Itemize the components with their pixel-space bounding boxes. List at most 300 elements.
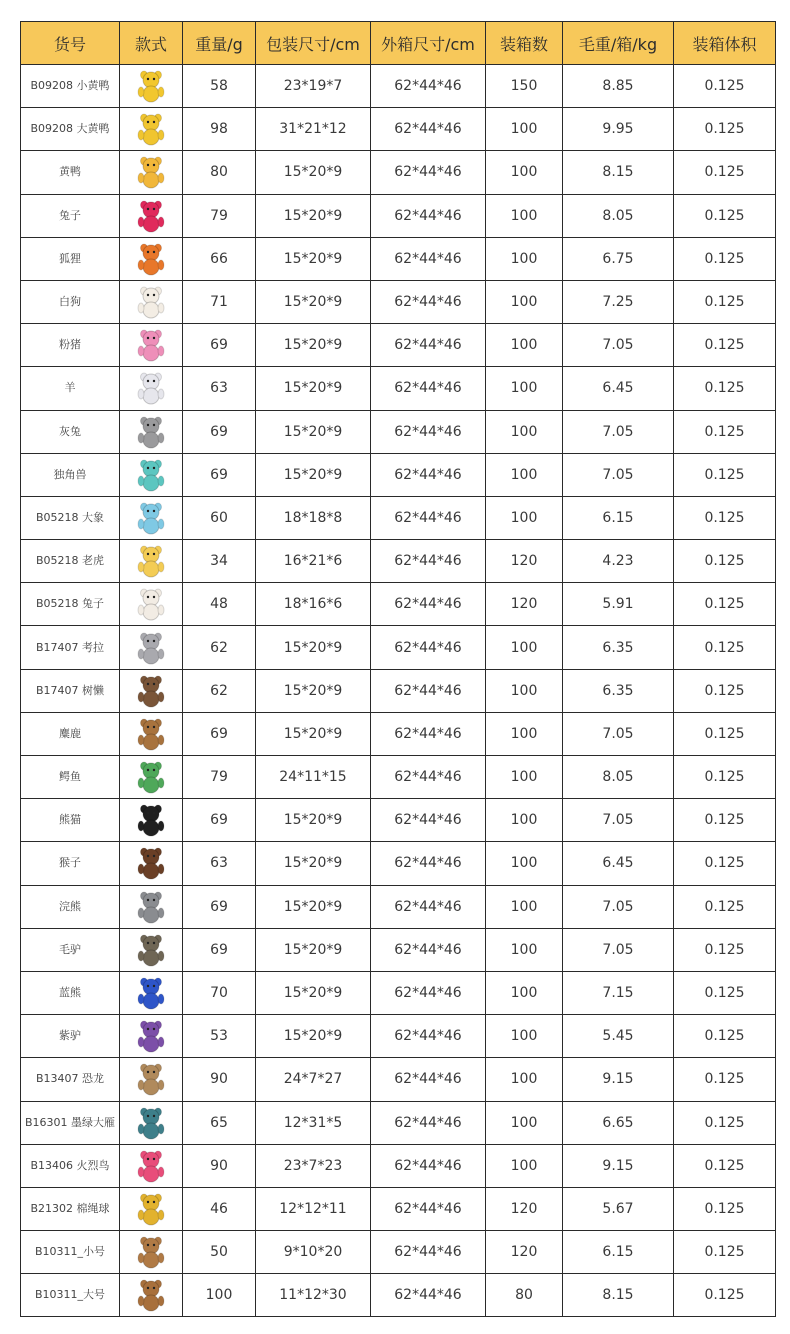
- quantity-value: 120: [486, 540, 563, 583]
- volume-value: 0.125: [674, 1187, 776, 1230]
- gross-weight-value: 6.15: [563, 496, 674, 539]
- package-size-value: 23*19*7: [256, 65, 371, 108]
- carton-size-value: 62*44*46: [371, 237, 486, 280]
- item-code: 熊猫: [21, 799, 120, 842]
- weight-value: 58: [183, 65, 256, 108]
- grey-rabbit-toy: [134, 414, 168, 450]
- weight-value: 62: [183, 626, 256, 669]
- quantity-value: 100: [486, 712, 563, 755]
- quantity-value: 100: [486, 237, 563, 280]
- header-volume: 装箱体积: [674, 22, 776, 65]
- quantity-value: 100: [486, 194, 563, 237]
- weight-value: 69: [183, 324, 256, 367]
- quantity-value: 100: [486, 626, 563, 669]
- quantity-value: 100: [486, 971, 563, 1014]
- carton-size-value: 62*44*46: [371, 1187, 486, 1230]
- item-code: B13407 恐龙: [21, 1058, 120, 1101]
- package-size-value: 24*11*15: [256, 756, 371, 799]
- gross-weight-value: 7.05: [563, 410, 674, 453]
- table-row: [21, 669, 776, 712]
- weight-value: 62: [183, 669, 256, 712]
- sloth-toy: [134, 673, 168, 709]
- item-code: 毛驴: [21, 928, 120, 971]
- quantity-value: 100: [486, 1015, 563, 1058]
- quantity-value: 100: [486, 669, 563, 712]
- package-size-value: 15*20*9: [256, 626, 371, 669]
- product-image: [120, 151, 183, 194]
- weight-value: 70: [183, 971, 256, 1014]
- carton-size-value: 62*44*46: [371, 1015, 486, 1058]
- product-image: [120, 540, 183, 583]
- rope-ball-toy: [134, 1191, 168, 1227]
- volume-value: 0.125: [674, 1015, 776, 1058]
- rabbit-toy: [134, 198, 168, 234]
- carton-size-value: 62*44*46: [371, 65, 486, 108]
- volume-value: 0.125: [674, 928, 776, 971]
- carton-size-value: 62*44*46: [371, 712, 486, 755]
- item-code: B05218 大象: [21, 496, 120, 539]
- table-row: [21, 410, 776, 453]
- weight-value: 69: [183, 799, 256, 842]
- table-row: [21, 151, 776, 194]
- item-code: 鳄鱼: [21, 756, 120, 799]
- item-code: 浣熊: [21, 885, 120, 928]
- package-size-value: 15*20*9: [256, 799, 371, 842]
- quantity-value: 100: [486, 799, 563, 842]
- quantity-value: 100: [486, 324, 563, 367]
- package-size-value: 12*12*11: [256, 1187, 371, 1230]
- volume-value: 0.125: [674, 194, 776, 237]
- product-image: [120, 756, 183, 799]
- gross-weight-value: 7.25: [563, 280, 674, 323]
- crocodile-toy: [134, 759, 168, 795]
- quantity-value: 100: [486, 108, 563, 151]
- package-size-value: 15*20*9: [256, 971, 371, 1014]
- carton-size-value: 62*44*46: [371, 108, 486, 151]
- gross-weight-value: 7.15: [563, 971, 674, 1014]
- item-code: B21302 棉绳球: [21, 1187, 120, 1230]
- header-package-size: 包装尺寸/cm: [256, 22, 371, 65]
- item-code: 灰兔: [21, 410, 120, 453]
- volume-value: 0.125: [674, 799, 776, 842]
- product-image: [120, 1144, 183, 1187]
- package-size-value: 15*20*9: [256, 280, 371, 323]
- volume-value: 0.125: [674, 712, 776, 755]
- package-size-value: 15*20*9: [256, 410, 371, 453]
- header-gross-weight: 毛重/箱/kg: [563, 22, 674, 65]
- table-row: [21, 496, 776, 539]
- volume-value: 0.125: [674, 1231, 776, 1274]
- package-size-value: 15*20*9: [256, 669, 371, 712]
- product-image: [120, 65, 183, 108]
- flat-rabbit-toy: [134, 586, 168, 622]
- carton-size-value: 62*44*46: [371, 799, 486, 842]
- table-row: [21, 65, 776, 108]
- item-code: B13406 火烈鸟: [21, 1144, 120, 1187]
- package-size-value: 15*20*9: [256, 367, 371, 410]
- product-image: [120, 712, 183, 755]
- weight-value: 69: [183, 712, 256, 755]
- quantity-value: 120: [486, 1187, 563, 1230]
- volume-value: 0.125: [674, 1058, 776, 1101]
- package-size-value: 16*21*6: [256, 540, 371, 583]
- package-size-value: 15*20*9: [256, 237, 371, 280]
- product-image: [120, 453, 183, 496]
- gross-weight-value: 7.05: [563, 453, 674, 496]
- gross-weight-value: 8.15: [563, 151, 674, 194]
- item-code: B09208 小黄鸭: [21, 65, 120, 108]
- package-size-value: 15*20*9: [256, 842, 371, 885]
- carton-size-value: 62*44*46: [371, 1101, 486, 1144]
- weight-value: 69: [183, 928, 256, 971]
- table-row: [21, 1187, 776, 1230]
- carton-size-value: 62*44*46: [371, 540, 486, 583]
- volume-value: 0.125: [674, 669, 776, 712]
- fox-toy: [134, 241, 168, 277]
- small-bear-toy: [134, 1234, 168, 1270]
- carton-size-value: 62*44*46: [371, 324, 486, 367]
- table-row: [21, 540, 776, 583]
- carton-size-value: 62*44*46: [371, 1058, 486, 1101]
- quantity-value: 100: [486, 496, 563, 539]
- quantity-value: 100: [486, 151, 563, 194]
- product-image: [120, 194, 183, 237]
- header-row: [21, 22, 776, 65]
- item-code: 紫驴: [21, 1015, 120, 1058]
- large-bear-toy: [134, 1277, 168, 1313]
- weight-value: 100: [183, 1274, 256, 1317]
- carton-size-value: 62*44*46: [371, 1144, 486, 1187]
- item-code: 兔子: [21, 194, 120, 237]
- weight-value: 90: [183, 1144, 256, 1187]
- item-code: 狐狸: [21, 237, 120, 280]
- big-yellow-duck-toy: [134, 111, 168, 147]
- package-size-value: 15*20*9: [256, 1015, 371, 1058]
- table-row: [21, 971, 776, 1014]
- product-image: [120, 367, 183, 410]
- goose-toy: [134, 1105, 168, 1141]
- gross-weight-value: 8.05: [563, 756, 674, 799]
- pink-pig-toy: [134, 327, 168, 363]
- table-row: [21, 108, 776, 151]
- carton-size-value: 62*44*46: [371, 928, 486, 971]
- carton-size-value: 62*44*46: [371, 971, 486, 1014]
- volume-value: 0.125: [674, 496, 776, 539]
- small-yellow-duck-toy: [134, 68, 168, 104]
- header-carton-size: 外箱尺寸/cm: [371, 22, 486, 65]
- item-code: 粉猪: [21, 324, 120, 367]
- gross-weight-value: 7.05: [563, 799, 674, 842]
- gross-weight-value: 7.05: [563, 324, 674, 367]
- volume-value: 0.125: [674, 280, 776, 323]
- carton-size-value: 62*44*46: [371, 367, 486, 410]
- table-row: [21, 1144, 776, 1187]
- gross-weight-value: 6.35: [563, 669, 674, 712]
- gross-weight-value: 4.23: [563, 540, 674, 583]
- quantity-value: 100: [486, 410, 563, 453]
- item-code: B05218 老虎: [21, 540, 120, 583]
- tiger-toy: [134, 543, 168, 579]
- gross-weight-value: 6.35: [563, 626, 674, 669]
- weight-value: 34: [183, 540, 256, 583]
- quantity-value: 100: [486, 453, 563, 496]
- gross-weight-value: 9.15: [563, 1144, 674, 1187]
- table-row: [21, 280, 776, 323]
- table-row: [21, 928, 776, 971]
- package-size-value: 12*31*5: [256, 1101, 371, 1144]
- weight-value: 50: [183, 1231, 256, 1274]
- item-code: 白狗: [21, 280, 120, 323]
- gross-weight-value: 6.15: [563, 1231, 674, 1274]
- carton-size-value: 62*44*46: [371, 583, 486, 626]
- table-row: [21, 712, 776, 755]
- product-image: [120, 237, 183, 280]
- weight-value: 48: [183, 583, 256, 626]
- carton-size-value: 62*44*46: [371, 1274, 486, 1317]
- item-code: B16301 墨绿大雁: [21, 1101, 120, 1144]
- table-row: [21, 1015, 776, 1058]
- carton-size-value: 62*44*46: [371, 756, 486, 799]
- weight-value: 66: [183, 237, 256, 280]
- product-image: [120, 842, 183, 885]
- package-size-value: 15*20*9: [256, 453, 371, 496]
- gross-weight-value: 6.45: [563, 842, 674, 885]
- quantity-value: 100: [486, 842, 563, 885]
- koala-toy: [134, 630, 168, 666]
- table-row: [21, 324, 776, 367]
- gross-weight-value: 5.45: [563, 1015, 674, 1058]
- carton-size-value: 62*44*46: [371, 626, 486, 669]
- product-image: [120, 324, 183, 367]
- product-image: [120, 1015, 183, 1058]
- table-row: [21, 799, 776, 842]
- volume-value: 0.125: [674, 1144, 776, 1187]
- quantity-value: 100: [486, 1058, 563, 1101]
- volume-value: 0.125: [674, 842, 776, 885]
- item-code: B10311_小号: [21, 1231, 120, 1274]
- product-image: [120, 1274, 183, 1317]
- product-image: [120, 669, 183, 712]
- carton-size-value: 62*44*46: [371, 194, 486, 237]
- purple-donkey-toy: [134, 1018, 168, 1054]
- gross-weight-value: 5.91: [563, 583, 674, 626]
- unicorn-toy: [134, 457, 168, 493]
- volume-value: 0.125: [674, 971, 776, 1014]
- carton-size-value: 62*44*46: [371, 669, 486, 712]
- product-image: [120, 885, 183, 928]
- volume-value: 0.125: [674, 756, 776, 799]
- raccoon-toy: [134, 889, 168, 925]
- table-row: [21, 237, 776, 280]
- quantity-value: 100: [486, 928, 563, 971]
- carton-size-value: 62*44*46: [371, 410, 486, 453]
- item-code: 麋鹿: [21, 712, 120, 755]
- table-row: [21, 194, 776, 237]
- volume-value: 0.125: [674, 1274, 776, 1317]
- volume-value: 0.125: [674, 885, 776, 928]
- volume-value: 0.125: [674, 540, 776, 583]
- product-image: [120, 928, 183, 971]
- elephant-toy: [134, 500, 168, 536]
- package-size-value: 18*16*6: [256, 583, 371, 626]
- weight-value: 60: [183, 496, 256, 539]
- volume-value: 0.125: [674, 1101, 776, 1144]
- dinosaur-toy: [134, 1061, 168, 1097]
- product-image: [120, 626, 183, 669]
- gross-weight-value: 7.05: [563, 712, 674, 755]
- gross-weight-value: 8.05: [563, 194, 674, 237]
- header-code: 货号: [21, 22, 120, 65]
- weight-value: 80: [183, 151, 256, 194]
- carton-size-value: 62*44*46: [371, 1231, 486, 1274]
- quantity-value: 100: [486, 280, 563, 323]
- package-size-value: 23*7*23: [256, 1144, 371, 1187]
- weight-value: 63: [183, 842, 256, 885]
- package-size-value: 15*20*9: [256, 712, 371, 755]
- quantity-value: 100: [486, 756, 563, 799]
- white-dog-toy: [134, 284, 168, 320]
- item-code: B10311_大号: [21, 1274, 120, 1317]
- weight-value: 53: [183, 1015, 256, 1058]
- package-size-value: 15*20*9: [256, 928, 371, 971]
- gross-weight-value: 6.75: [563, 237, 674, 280]
- donkey-toy: [134, 932, 168, 968]
- gross-weight-value: 7.05: [563, 885, 674, 928]
- volume-value: 0.125: [674, 151, 776, 194]
- product-image: [120, 496, 183, 539]
- quantity-value: 100: [486, 1144, 563, 1187]
- weight-value: 71: [183, 280, 256, 323]
- table-row: [21, 1101, 776, 1144]
- product-image: [120, 1101, 183, 1144]
- item-code: B17407 考拉: [21, 626, 120, 669]
- panda-toy: [134, 802, 168, 838]
- carton-size-value: 62*44*46: [371, 151, 486, 194]
- weight-value: 79: [183, 756, 256, 799]
- volume-value: 0.125: [674, 453, 776, 496]
- weight-value: 63: [183, 367, 256, 410]
- table-row: [21, 756, 776, 799]
- weight-value: 69: [183, 885, 256, 928]
- table-row: [21, 367, 776, 410]
- gross-weight-value: 9.95: [563, 108, 674, 151]
- gross-weight-value: 6.45: [563, 367, 674, 410]
- quantity-value: 100: [486, 1101, 563, 1144]
- package-size-value: 18*18*8: [256, 496, 371, 539]
- package-size-value: 15*20*9: [256, 151, 371, 194]
- product-image: [120, 410, 183, 453]
- quantity-value: 120: [486, 1231, 563, 1274]
- weight-value: 69: [183, 410, 256, 453]
- sheep-toy: [134, 370, 168, 406]
- item-code: B05218 兔子: [21, 583, 120, 626]
- blue-bear-toy: [134, 975, 168, 1011]
- table-row: [21, 1231, 776, 1274]
- item-code: 蓝熊: [21, 971, 120, 1014]
- weight-value: 90: [183, 1058, 256, 1101]
- package-size-value: 15*20*9: [256, 324, 371, 367]
- volume-value: 0.125: [674, 108, 776, 151]
- package-size-value: 31*21*12: [256, 108, 371, 151]
- volume-value: 0.125: [674, 237, 776, 280]
- gross-weight-value: 7.05: [563, 928, 674, 971]
- product-image: [120, 971, 183, 1014]
- package-size-value: 9*10*20: [256, 1231, 371, 1274]
- table-row: [21, 626, 776, 669]
- product-image: [120, 799, 183, 842]
- gross-weight-value: 5.67: [563, 1187, 674, 1230]
- weight-value: 65: [183, 1101, 256, 1144]
- table-row: [21, 1274, 776, 1317]
- moose-toy: [134, 716, 168, 752]
- volume-value: 0.125: [674, 65, 776, 108]
- carton-size-value: 62*44*46: [371, 453, 486, 496]
- product-image: [120, 1058, 183, 1101]
- weight-value: 46: [183, 1187, 256, 1230]
- quantity-value: 100: [486, 885, 563, 928]
- gross-weight-value: 8.85: [563, 65, 674, 108]
- volume-value: 0.125: [674, 626, 776, 669]
- product-image: [120, 280, 183, 323]
- quantity-value: 80: [486, 1274, 563, 1317]
- yellow-duck-toy: [134, 154, 168, 190]
- volume-value: 0.125: [674, 324, 776, 367]
- carton-size-value: 62*44*46: [371, 280, 486, 323]
- header-weight: 重量/g: [183, 22, 256, 65]
- product-image: [120, 583, 183, 626]
- weight-value: 69: [183, 453, 256, 496]
- product-spec-table: [20, 21, 776, 1317]
- item-code: 羊: [21, 367, 120, 410]
- item-code: B09208 大黄鸭: [21, 108, 120, 151]
- volume-value: 0.125: [674, 583, 776, 626]
- table-row: [21, 885, 776, 928]
- table-row: [21, 583, 776, 626]
- package-size-value: 24*7*27: [256, 1058, 371, 1101]
- gross-weight-value: 9.15: [563, 1058, 674, 1101]
- product-image: [120, 1187, 183, 1230]
- gross-weight-value: 8.15: [563, 1274, 674, 1317]
- item-code: 黄鸭: [21, 151, 120, 194]
- item-code: 独角兽: [21, 453, 120, 496]
- flamingo-toy: [134, 1148, 168, 1184]
- header-quantity: 装箱数: [486, 22, 563, 65]
- package-size-value: 15*20*9: [256, 885, 371, 928]
- item-code: B17407 树懒: [21, 669, 120, 712]
- quantity-value: 120: [486, 583, 563, 626]
- table-row: [21, 453, 776, 496]
- volume-value: 0.125: [674, 367, 776, 410]
- product-image: [120, 1231, 183, 1274]
- carton-size-value: 62*44*46: [371, 885, 486, 928]
- weight-value: 79: [183, 194, 256, 237]
- carton-size-value: 62*44*46: [371, 496, 486, 539]
- carton-size-value: 62*44*46: [371, 842, 486, 885]
- table-row: [21, 842, 776, 885]
- product-image: [120, 108, 183, 151]
- gross-weight-value: 6.65: [563, 1101, 674, 1144]
- monkey-toy: [134, 845, 168, 881]
- weight-value: 98: [183, 108, 256, 151]
- package-size-value: 15*20*9: [256, 194, 371, 237]
- quantity-value: 100: [486, 367, 563, 410]
- table-row: [21, 1058, 776, 1101]
- volume-value: 0.125: [674, 410, 776, 453]
- package-size-value: 11*12*30: [256, 1274, 371, 1317]
- item-code: 猴子: [21, 842, 120, 885]
- header-style: 款式: [120, 22, 183, 65]
- quantity-value: 150: [486, 65, 563, 108]
